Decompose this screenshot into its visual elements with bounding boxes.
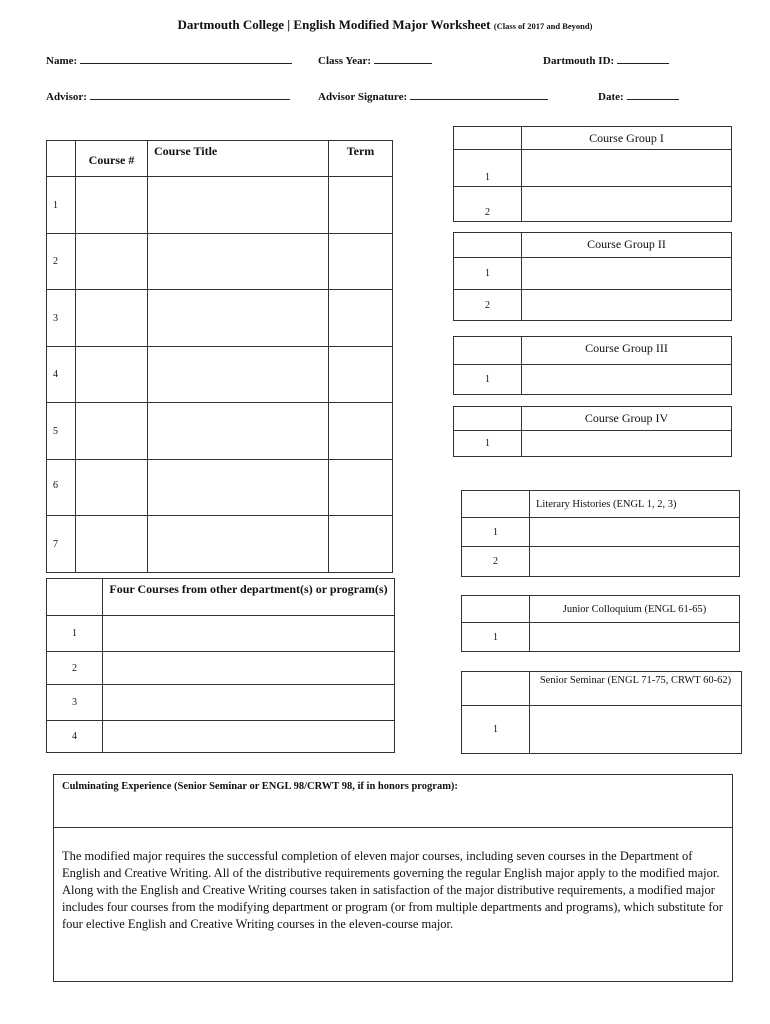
name-field[interactable] xyxy=(46,54,292,67)
row-number: 1 xyxy=(47,177,76,234)
group-header-row xyxy=(454,407,732,431)
group-header-row xyxy=(462,491,740,518)
table-row xyxy=(47,721,395,753)
course-number-cell[interactable] xyxy=(76,234,148,290)
senior-seminar-label: Senior Seminar (ENGL 71-75, CRWT 60-62) xyxy=(530,672,742,706)
table-row xyxy=(47,347,393,403)
requirement-course-cell[interactable] xyxy=(530,547,740,577)
row-number: 5 xyxy=(47,403,76,460)
group-header-row xyxy=(454,233,732,258)
course-number-cell[interactable] xyxy=(76,290,148,347)
corner-cell xyxy=(454,127,522,150)
course-title-cell[interactable] xyxy=(148,234,329,290)
other-course-cell[interactable] xyxy=(103,616,395,652)
row-number: 3 xyxy=(47,290,76,347)
page-title xyxy=(0,17,770,33)
date-label: Date: xyxy=(598,91,624,103)
requirement-course-cell[interactable] xyxy=(530,518,740,547)
advisor-signature-label: Advisor Signature: xyxy=(318,91,408,103)
group-course-cell[interactable] xyxy=(522,258,732,290)
row-number: 1 xyxy=(454,150,522,187)
course-number-cell[interactable] xyxy=(76,177,148,234)
table-row xyxy=(47,234,393,290)
course-number-cell[interactable] xyxy=(76,403,148,460)
name-label: Name: xyxy=(46,55,78,67)
table-row xyxy=(47,616,395,652)
course-group-4-table xyxy=(453,406,732,457)
requirement-course-cell[interactable] xyxy=(530,706,742,754)
row-number: 2 xyxy=(454,290,522,321)
corner-cell xyxy=(454,407,522,431)
table-row xyxy=(462,706,742,754)
row-number: 4 xyxy=(47,347,76,403)
culminating-experience-heading[interactable]: Culminating Experience (Senior Seminar or ENGL 98/CRWT 98, if in honors program): xyxy=(54,775,732,828)
literary-histories-label: Literary Histories (ENGL 1, 2, 3) xyxy=(530,491,740,518)
table-row xyxy=(454,290,732,321)
dartmouth-id-field[interactable] xyxy=(543,54,669,67)
table-row xyxy=(47,403,393,460)
group-header-row xyxy=(454,337,732,365)
row-number: 2 xyxy=(462,547,530,577)
table-row xyxy=(47,290,393,347)
group-course-cell[interactable] xyxy=(522,150,732,187)
courses-header-row xyxy=(47,141,393,177)
course-number-cell[interactable] xyxy=(76,516,148,573)
advisor-label: Advisor: xyxy=(46,91,87,103)
row-number: 3 xyxy=(47,685,103,721)
corner-cell xyxy=(462,491,530,518)
junior-colloquium-table xyxy=(461,595,740,652)
other-course-cell[interactable] xyxy=(103,652,395,685)
advisor-signature-line[interactable] xyxy=(410,90,548,100)
table-row xyxy=(462,623,740,652)
course-title-cell[interactable] xyxy=(148,403,329,460)
course-group-2-label: Course Group II xyxy=(522,233,732,258)
term-cell[interactable] xyxy=(329,177,393,234)
dartmouth-id-label: Dartmouth ID: xyxy=(543,55,615,67)
row-number: 1 xyxy=(462,623,530,652)
class-year-line[interactable] xyxy=(374,54,432,64)
senior-seminar-table xyxy=(461,671,742,754)
course-group-3-table xyxy=(453,336,732,395)
courses-table xyxy=(46,140,393,573)
row-number: 2 xyxy=(47,234,76,290)
table-row xyxy=(47,652,395,685)
table-row xyxy=(454,187,732,222)
course-number-cell[interactable] xyxy=(76,347,148,403)
row-number: 1 xyxy=(454,431,522,457)
course-group-3-label: Course Group III xyxy=(522,337,732,365)
course-title-header: Course Title xyxy=(148,141,329,177)
course-title-cell[interactable] xyxy=(148,516,329,573)
dartmouth-id-line[interactable] xyxy=(617,54,669,64)
date-field[interactable] xyxy=(598,90,679,103)
table-row xyxy=(47,177,393,234)
course-group-4-label: Course Group IV xyxy=(522,407,732,431)
name-line[interactable] xyxy=(80,54,292,64)
row-number: 2 xyxy=(454,187,522,222)
term-cell[interactable] xyxy=(329,403,393,460)
row-number: 1 xyxy=(454,365,522,395)
group-course-cell[interactable] xyxy=(522,365,732,395)
corner-cell xyxy=(462,672,530,706)
term-header: Term xyxy=(329,141,393,177)
other-courses-header-row xyxy=(47,579,395,616)
row-number: 1 xyxy=(454,258,522,290)
date-line[interactable] xyxy=(627,90,679,100)
course-number-header: Course # xyxy=(76,141,148,177)
term-cell[interactable] xyxy=(329,460,393,516)
group-header-row xyxy=(462,672,742,706)
row-number: 1 xyxy=(47,616,103,652)
term-cell[interactable] xyxy=(329,516,393,573)
class-year-label: Class Year: xyxy=(318,55,372,67)
culminating-experience-box xyxy=(53,774,733,982)
table-row xyxy=(462,547,740,577)
advisor-line[interactable] xyxy=(90,90,290,100)
row-number: 7 xyxy=(47,516,76,573)
course-title-cell[interactable] xyxy=(148,347,329,403)
title-note: (Class of 2017 and Beyond) xyxy=(493,21,593,31)
corner-cell xyxy=(47,579,103,616)
row-number: 4 xyxy=(47,721,103,753)
modified-major-description: The modified major requires the successful completion of eleven major courses, including seven courses in the Department of English and Creative Writing. All of the distributive requirements governing the regular English major apply to the modified major. Along with the English and Creative Writing courses taken in satisfaction of the major distributive requirements, a modified major includes four courses from the modifying department or program (or from multiple departments and programs), which substitute for four elective English and Creative Writing courses in the eleven-course major. xyxy=(62,849,723,931)
title-text: Dartmouth College | English Modified Major Worksheet xyxy=(177,17,491,32)
group-course-cell[interactable] xyxy=(522,431,732,457)
corner-cell xyxy=(462,596,530,623)
course-title-cell[interactable] xyxy=(148,460,329,516)
course-group-1-label: Course Group I xyxy=(522,127,732,150)
advisor-signature-field[interactable] xyxy=(318,90,548,103)
other-courses-header: Four Courses from other department(s) or program(s) xyxy=(103,579,395,616)
other-course-cell[interactable] xyxy=(103,721,395,753)
corner-cell xyxy=(47,141,76,177)
course-title-cell[interactable] xyxy=(148,177,329,234)
table-row xyxy=(462,518,740,547)
table-row xyxy=(454,150,732,187)
course-title-cell[interactable] xyxy=(148,290,329,347)
requirement-course-cell[interactable] xyxy=(530,623,740,652)
junior-colloquium-label: Junior Colloquium (ENGL 61-65) xyxy=(530,596,740,623)
term-cell[interactable] xyxy=(329,234,393,290)
table-row xyxy=(454,431,732,457)
course-number-cell[interactable] xyxy=(76,460,148,516)
table-row xyxy=(47,685,395,721)
table-row xyxy=(454,365,732,395)
course-group-2-table xyxy=(453,232,732,321)
group-course-cell[interactable] xyxy=(522,187,732,222)
group-header-row xyxy=(454,127,732,150)
class-year-field[interactable] xyxy=(318,54,432,67)
group-header-row xyxy=(462,596,740,623)
row-number: 6 xyxy=(47,460,76,516)
term-cell[interactable] xyxy=(329,347,393,403)
other-courses-table xyxy=(46,578,395,753)
term-cell[interactable] xyxy=(329,290,393,347)
row-number: 1 xyxy=(462,706,530,754)
table-row xyxy=(454,258,732,290)
literary-histories-table xyxy=(461,490,740,577)
corner-cell xyxy=(454,337,522,365)
advisor-field[interactable] xyxy=(46,90,290,103)
table-row xyxy=(47,460,393,516)
table-row xyxy=(47,516,393,573)
course-group-1-table xyxy=(453,126,732,222)
row-number: 1 xyxy=(462,518,530,547)
corner-cell xyxy=(454,233,522,258)
group-course-cell[interactable] xyxy=(522,290,732,321)
row-number: 2 xyxy=(47,652,103,685)
other-course-cell[interactable] xyxy=(103,685,395,721)
